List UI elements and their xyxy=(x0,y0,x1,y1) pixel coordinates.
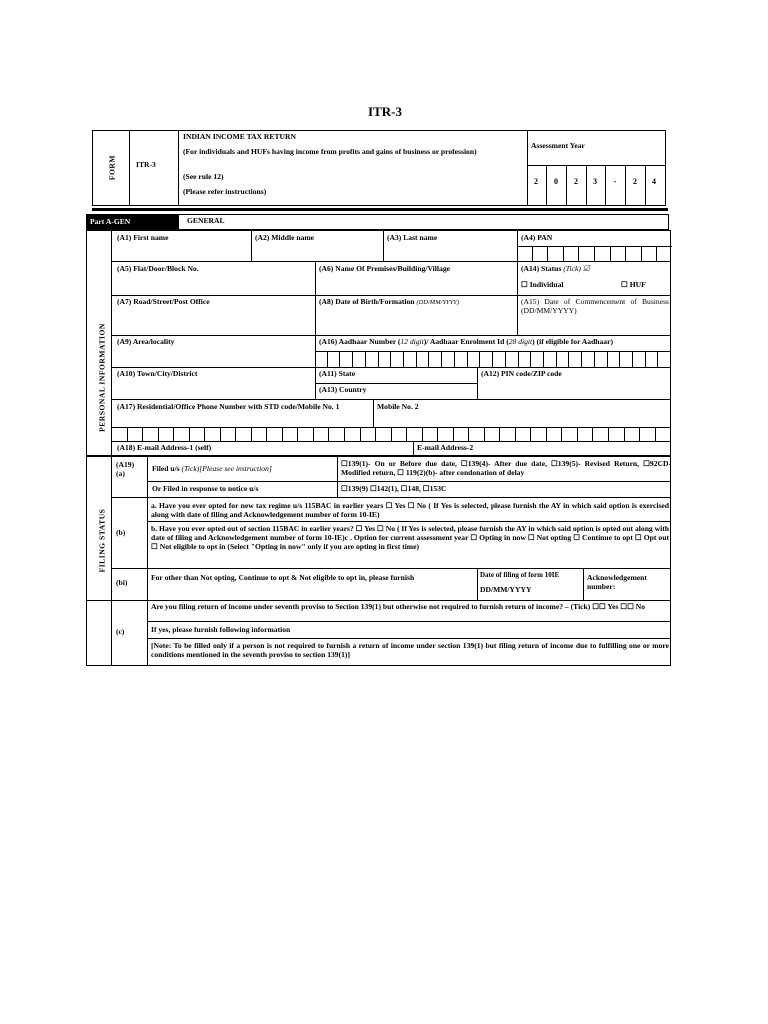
form-label: FORM xyxy=(107,154,117,181)
ay-digit: 3 xyxy=(593,177,597,186)
a19a-label: (a) xyxy=(116,469,125,478)
mobile2-label: Mobile No. 2 xyxy=(377,402,419,411)
email2-label: E-mail Address-2 xyxy=(417,443,474,452)
country-label: (A13) Country xyxy=(319,385,367,394)
bi-label: (bi) xyxy=(116,578,128,587)
ay-digit: 2 xyxy=(633,177,637,186)
ay-digit: - xyxy=(613,177,617,186)
personal-info-label: PERSONAL INFORMATION xyxy=(97,323,107,432)
filing-status-label: FILING STATUS xyxy=(97,508,107,573)
last-name-label: (A3) Last name xyxy=(387,233,438,242)
header-line4: (Please refer instructions) xyxy=(183,187,267,196)
middle-name-label: (A2) Middle name xyxy=(255,233,315,242)
header-line1: INDIAN INCOME TAX RETURN xyxy=(183,132,297,141)
assessment-year-label: Assessment Year xyxy=(531,141,585,150)
pin-code-label: (A12) PIN code/ZIP code xyxy=(481,369,562,378)
seventh-proviso-question[interactable]: Are you filing return of income under seventh proviso to Section 139(1) but otherwise not required to furnish return of income? – (Tick) ☐☐ Yes ☐☐ No xyxy=(151,602,646,611)
or-filed-label: Or Filed in response to notice u/s xyxy=(152,484,259,493)
town-city-label: (A10) Town/City/District xyxy=(117,369,198,378)
first-name-label: (A1) First name xyxy=(117,233,169,242)
premises-label: (A6) Name Of Premises/Building/Village xyxy=(319,264,450,273)
pan-label: (A4) PAN xyxy=(521,233,553,242)
phone-boxes xyxy=(112,427,670,441)
area-locality-label: (A9) Area/locality xyxy=(117,337,175,346)
part-header xyxy=(86,214,669,230)
ay-digit: 4 xyxy=(652,177,656,186)
dob-label: (A8) Date of Birth/Formation (DD/MM/YYYY) xyxy=(319,297,460,306)
form-code: ITR-3 xyxy=(136,160,156,169)
form-header xyxy=(92,130,666,206)
seventh-proviso-note: [Note: To be filled only if a person is not required to furnish a return of income under section 139(1) but filing return of income due to fulfilling one or more conditions mentioned in the seventh proviso to section 139(1)] xyxy=(151,641,669,659)
personal-section xyxy=(86,230,671,456)
commencement-date-label: (A15) Date of Commencement of Business (DD/MM/YYYY) xyxy=(521,297,669,315)
state-label: (A11) State xyxy=(319,369,356,378)
flat-door-label: (A5) Flat/Door/Block No. xyxy=(117,264,199,273)
part-name: GENERAL xyxy=(187,216,225,225)
aadhaar-label: (A16) Aadhaar Number (12 digit)/ Aadhaar Enrolment Id (28 digit) (if eligible for Aadhaar) xyxy=(319,337,614,346)
regime-question-a[interactable]: a. Have you ever opted for new tax regime u/s 115BAC in earlier years ☐ Yes ☐ No ( If Yes is selected, please furnish the AY in which said option is exercised along with date of filing and Acknowledgement number of form 10-IE) xyxy=(151,501,669,519)
aadhaar-boxes xyxy=(315,351,670,367)
a19-label: (A19) xyxy=(116,460,135,469)
if-yes-label: If yes, please furnish following information xyxy=(151,625,291,634)
ay-digit: 2 xyxy=(574,177,578,186)
ay-digit: 0 xyxy=(554,177,558,186)
individual-checkbox[interactable]: ☐ Individual xyxy=(521,280,564,289)
road-street-label: (A7) Road/Street/Post Office xyxy=(117,297,210,306)
form10ie-date-format: DD/MM/YYYY xyxy=(480,585,532,594)
form10ie-date-label: Date of filing of form 10IE xyxy=(480,571,560,579)
header-divider xyxy=(92,208,668,211)
ay-digit: 2 xyxy=(534,177,538,186)
phone-label: (A17) Residential/Office Phone Number with STD code/Mobile No. 1 xyxy=(117,402,340,411)
part-code: Part A-GEN xyxy=(90,217,131,226)
acknowledgement-label: Acknowledgement number: xyxy=(587,573,647,591)
c-label: (c) xyxy=(116,627,125,636)
b-label: (b) xyxy=(116,528,126,537)
bi-text: For other than Not opting, Continue to opt & Not eligible to opt in, please furnish xyxy=(151,573,415,582)
status-label: (A14) Status (Tick) ☑ xyxy=(521,264,590,273)
header-line2: (For individuals and HUFs having income from profits and gains of business or profession) xyxy=(183,147,477,156)
notice-options[interactable]: ☐139(9) ☐142(1), ☐148, ☐153C xyxy=(341,484,447,493)
page-title: ITR-3 xyxy=(368,104,402,119)
pan-boxes xyxy=(517,246,672,261)
filing-section xyxy=(86,456,671,666)
header-line3: (See rule 12) xyxy=(183,172,224,181)
filed-us-label: Filed u/s (Tick)[Please see instruction] xyxy=(152,464,272,473)
regime-question-b[interactable]: b. Have you ever opted out of section 115BAC in earlier years? ☐ Yes ☐ No ( If Yes is selected, please furnish the AY in which said option is opted out along with date of filing and Acknowledgement number of form 10-IE)c . Option for current assessment year ☐ Opting in now ☐ Not opting ☐ Continue to opt ☐ Opt out ☐ Not eligible to opt in (Select "Opting in now" only if you are opting in first time) xyxy=(151,524,669,551)
email1-label: (A18) E-mail Address-1 (self) xyxy=(117,443,212,452)
filed-us-options[interactable]: ☐139(1)- On or Before due date, ☐139(4)- After due date, ☐139(5)- Revised Return, ☐92CD-Modified return, ☐ 119(2)(b)- after condonation of delay xyxy=(341,459,671,477)
huf-checkbox[interactable]: ☐ HUF xyxy=(621,280,646,289)
